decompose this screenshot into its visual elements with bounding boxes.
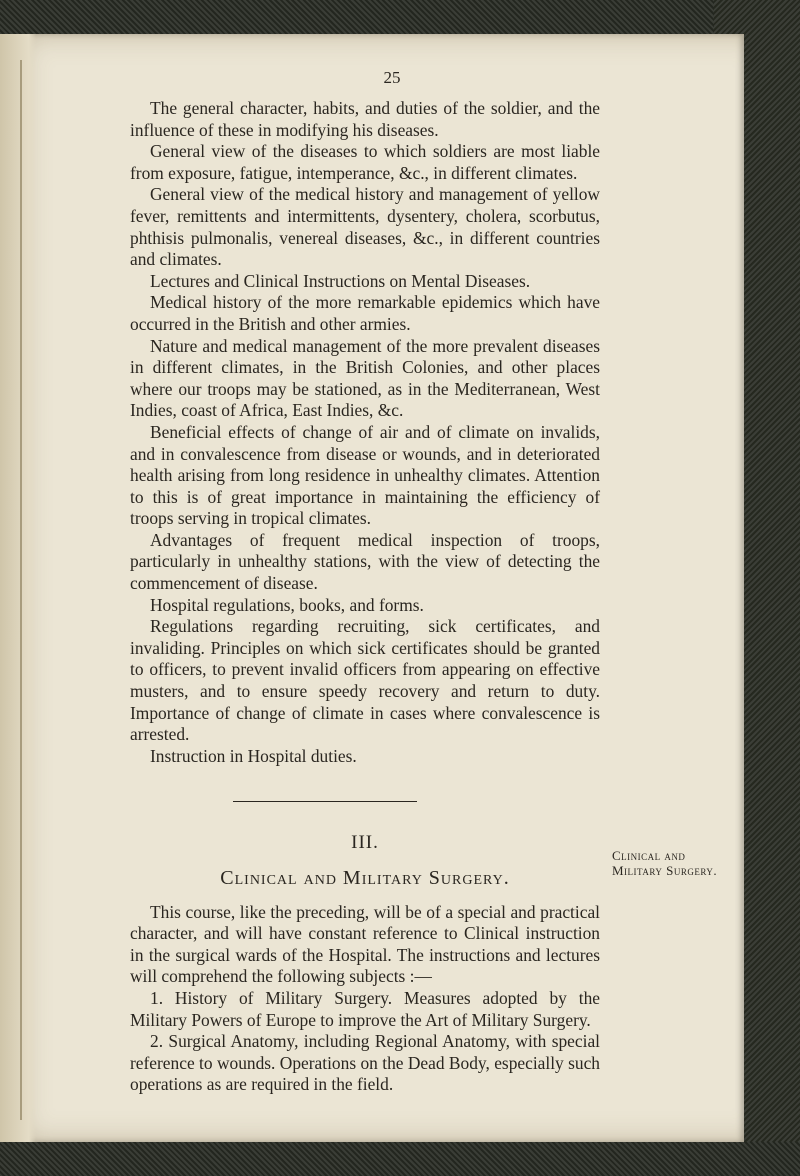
marginal-note: Clinical and Military Surgery. bbox=[612, 848, 718, 878]
paragraph: Instruction in Hospital duties. bbox=[150, 745, 357, 766]
book-cover-bottom-edge bbox=[0, 1142, 800, 1176]
paragraph: Lectures and Clinical Instructions on Mental Diseases. bbox=[150, 270, 531, 291]
page-gutter bbox=[0, 34, 36, 1142]
page-number: 25 bbox=[383, 68, 401, 87]
paragraph: Hospital regulations, books, and forms. bbox=[150, 594, 424, 615]
paragraph: This course, like the preceding, will be of a special and practical character, and will have constant reference to Clinical instruction in the surgical wards of the Hospital. The instructions and lectures will comprehend the following subjects :— bbox=[130, 901, 600, 987]
paragraph: The general character, habits, and duties of the soldier, and the influence of these in modifying his diseases. bbox=[130, 98, 600, 140]
section-number: III. bbox=[351, 832, 379, 854]
paragraph: Advantages of frequent medical inspection of troops, particularly in unhealthy stations, with the view of detecting the commencement of disease. bbox=[130, 529, 600, 594]
paragraph: Beneficial effects of change of air and of climate on invalids, and in convalescence from disease or wounds, and in deteriorated health arising from long residence in unhealthy climates. Attention to this is of great importance in maintaining the efficiency of troops serving in tropical climates. bbox=[130, 421, 600, 529]
paragraph: Nature and medical management of the more prevalent diseases in different climates, in the British Colonies, and other places where our troops may be stationed, as in the Mediterranean, West Indies, coast of Africa, East Indies, &c. bbox=[130, 335, 600, 421]
paragraph: Regulations regarding recruiting, sick certificates, and invaliding. Principles on which sick certificates should be granted to officers, to prevent invalid officers from appearing on effective musters, and to ensure speedy recovery and return to duty. Importance of change of climate in cases where convalescence is arrested. bbox=[130, 616, 600, 745]
paragraph: General view of the medical history and management of yellow fever, remittents and intermittents, dysentery, cholera, scorbutus, phthisis pulmonalis, venereal diseases, &c., in different countries and climates. bbox=[130, 184, 600, 270]
body-text bbox=[130, 98, 600, 1096]
section-title: Clinical and Military Surgery. bbox=[220, 867, 510, 889]
paragraph: 2. Surgical Anatomy, including Regional Anatomy, with special reference to wounds. Operations on the Dead Body, especially such operations as are required in the field. bbox=[130, 1031, 600, 1095]
binding-thread bbox=[20, 60, 22, 1120]
paragraph: Medical history of the more remarkable epidemics which have occurred in the British and other armies. bbox=[130, 292, 600, 334]
paragraph: 1. History of Military Surgery. Measures adopted by the Military Powers of Europe to improve the Art of Military Surgery. bbox=[130, 987, 600, 1030]
section-divider bbox=[233, 801, 417, 802]
paragraph: General view of the diseases to which soldiers are most liable from exposure, fatigue, intemperance, &c., in different climates. bbox=[130, 141, 600, 183]
